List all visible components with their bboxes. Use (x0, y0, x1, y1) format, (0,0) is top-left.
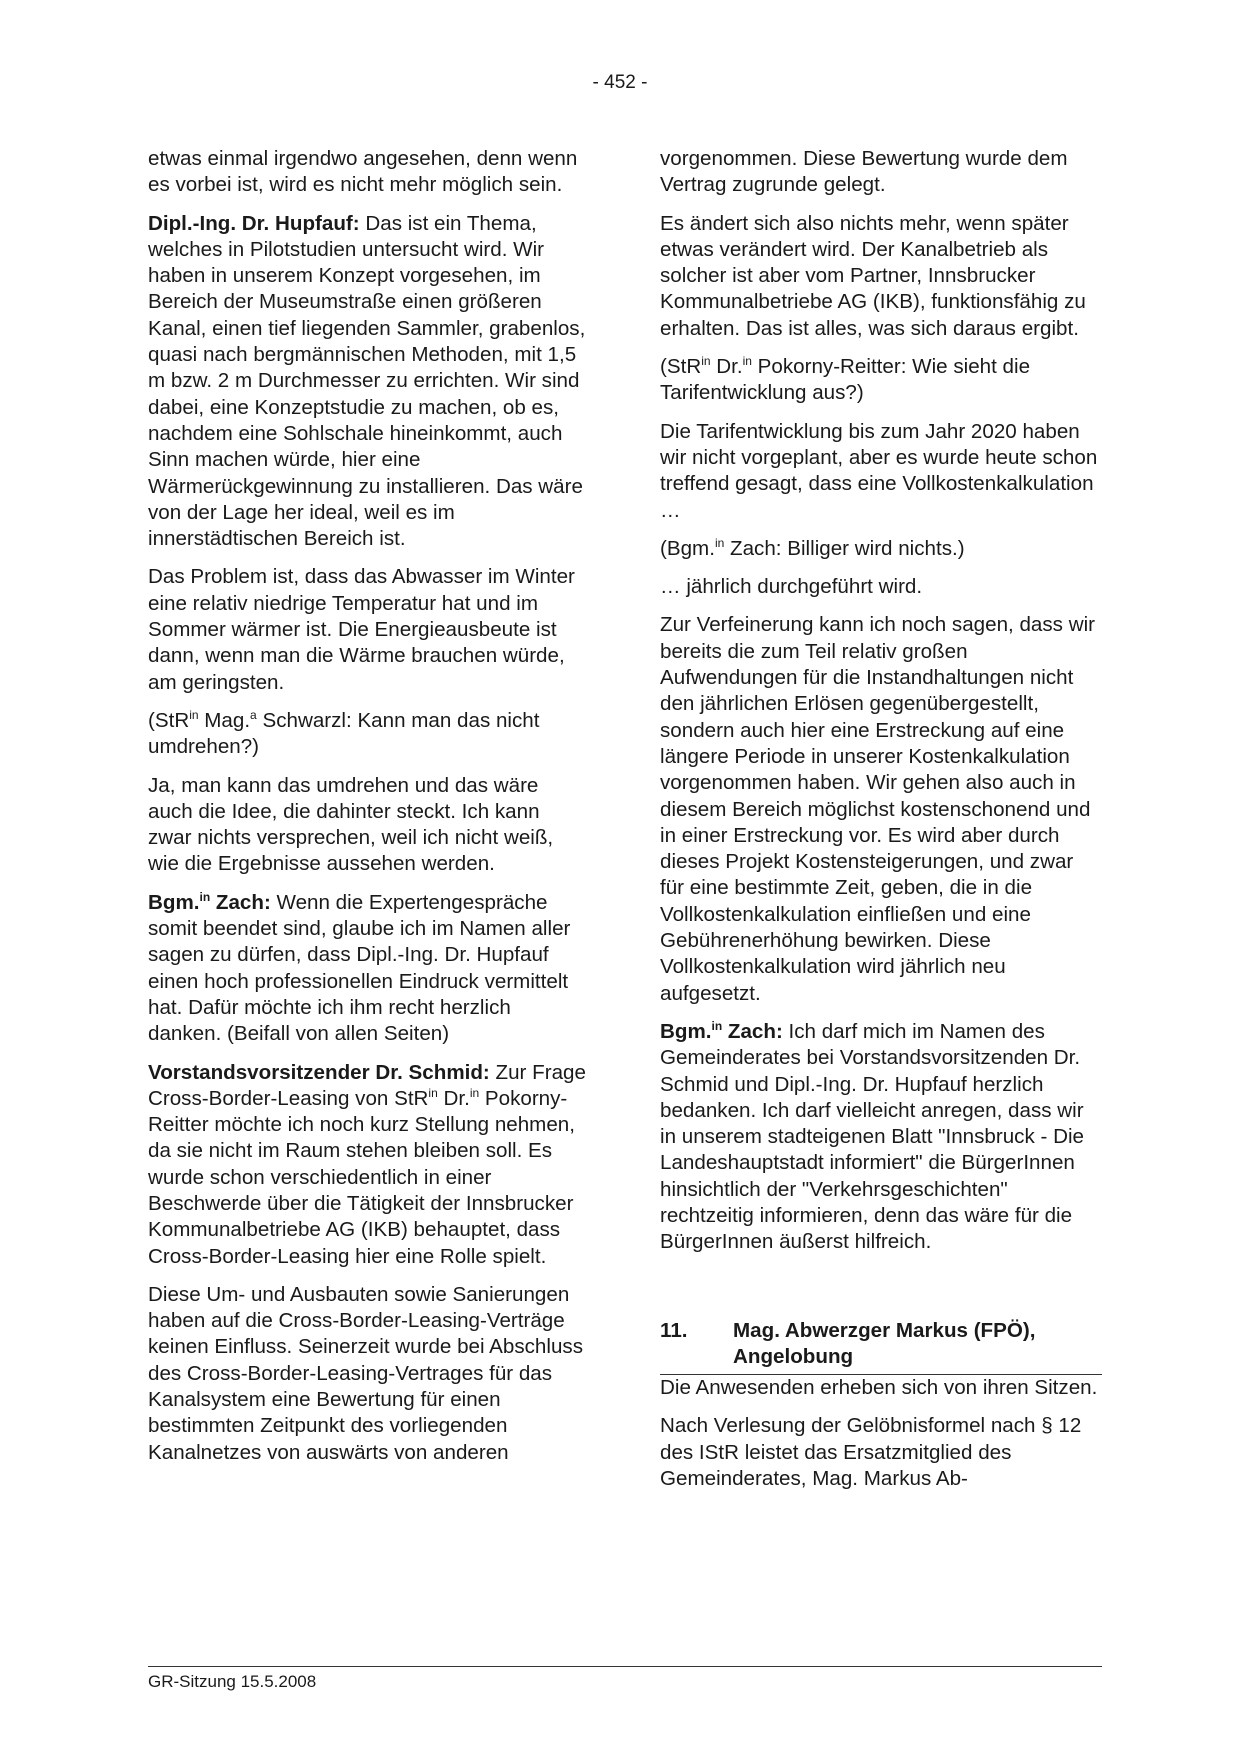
agenda-item-heading (660, 1318, 1102, 1376)
left-column (148, 146, 588, 1466)
paragraph-text: Wenn die Expertengespräche somit beendet sind, glaube ich im Namen aller sagen zu dürfen, dass Dipl.-Ing. Dr. Hupfauf einen hoch professionellen Eindruck vermittelt hat. Dafür möchte ich ihm recht herzlich danken. (Beifall von allen Seiten) (148, 890, 571, 1046)
paragraph: Nach Verlesung der Gelöbnisformel nach § 12 des IStR leistet das Ersatzmitglied des Gemeinderates, Mag. Markus Ab- (660, 1414, 1082, 1491)
speaker-name: Vorstandsvorsitzender Dr. Schmid: (148, 1060, 490, 1084)
superscript: in (714, 536, 725, 550)
speaker-name (148, 891, 271, 914)
text: Bgm. (148, 890, 200, 914)
superscript: in (742, 354, 752, 369)
text: (StR (660, 355, 702, 379)
agenda-item-title-line: Angelobung (733, 1344, 854, 1368)
agenda-item-title-line: Mag. Abwerzger Markus (FPÖ), (733, 1318, 1036, 1342)
text: Zach: (722, 1019, 783, 1043)
interjection (660, 536, 1102, 562)
text: (StR (148, 708, 190, 732)
superscript: in (199, 889, 211, 904)
superscript: in (701, 354, 711, 369)
paragraph: Die Anwesenden erheben sich von ihren Sitzen. (660, 1376, 1098, 1400)
page-footer: GR-Sitzung 15.5.2008 (148, 1672, 317, 1691)
paragraph: Zur Verfeinerung kann ich noch sagen, dass wir bereits die zum Teil relativ großen Aufwendungen für die Instandhaltungen nicht den jährlichen Erlösen gegenübergestellt, sondern auch hier eine Erstreckung auf eine längere Periode in unserer Kostenkalkulation vorgenommen haben. Wir gehen also auch in diesem Bereich möglichst kostenschonend und in einer Erstreckung vor. Es wird aber durch dieses Projekt Kostensteigerungen, und zwar für eine bestimmte Zeit, geben, die in die Vollkostenkalkulation einfließen und eine Gebührenerhöhung bewirken. Diese Vollkostenkalkulation wird jährlich neu aufgesetzt. (660, 613, 1096, 1005)
text: Bgm. (660, 1019, 712, 1043)
interjection (148, 708, 588, 761)
text: (Bgm. (660, 536, 715, 560)
paragraph (148, 1060, 588, 1270)
text: Schwarzl: Kann man das nicht umdrehen?) (148, 708, 540, 759)
superscript: a (250, 708, 257, 723)
speaker-name: Dipl.-Ing. Dr. Hupfauf: (148, 211, 360, 235)
agenda-item-number: 11. (660, 1318, 688, 1342)
text: Pokorny-Reitter: Wie sieht die Tarifentwicklung aus?) (660, 355, 1031, 405)
paragraph: Es ändert sich also nichts mehr, wenn später etwas verändert wird. Der Kanalbetrieb als solcher ist aber vom Partner, Innsbrucker Kommunalbetriebe AG (IKB), funktionsfähig zu erhalten. Das ist alles, was sich daraus ergibt. (660, 211, 1086, 340)
interjection (660, 354, 1102, 407)
paragraph-text: Das ist ein Thema, welches in Pilotstudien untersucht wird. Wir haben in unserem Konzept vorgesehen, im Bereich der Museumstraße einen größeren Kanal, einen tief liegenden Sammler, grabenlos, quasi nach bergmännischen Methoden, mit 1,5 m bzw. 2 m Durchmesser zu errichten. Wir sind dabei, eine Konzeptstudie zu machen, ob es, nachdem eine Sohlschale hineinkommt, auch Sinn machen würde, hier eine Wärmerückgewinnung zu installieren. Das wäre von der Lage her ideal, weil es im innerstädtischen Bereich ist. (148, 211, 586, 551)
right-column (660, 146, 1102, 1492)
paragraph (660, 1019, 1102, 1256)
paragraph: … jährlich durchgeführt wird. (660, 575, 923, 599)
superscript: in (189, 708, 199, 723)
footer-divider (148, 1666, 1102, 1667)
text: Dr. (710, 355, 743, 379)
text: Pokorny-Reitter möchte ich noch kurz Stellung nehmen, da sie nicht im Raum stehen bleiben soll. Es wurde schon verschiedentlich in einer Beschwerde über die Tätigkeit der Innsbrucker Kommunalbetriebe AG (IKB) behauptet, dass Cross-Border-Leasing hier eine Rolle spielt. (148, 1086, 575, 1268)
text: Zach: Billiger wird nichts.) (724, 536, 965, 560)
text: Zur Frage Cross-Border-Leasing von StR (148, 1060, 586, 1110)
paragraph (148, 211, 588, 553)
paragraph-text: Ich darf mich im Namen des Gemeinderates bei Vorstandsvorsitzenden Dr. Schmid und Dipl.-Ing. Dr. Hupfauf herzlich bedanken. Ich darf vielleicht anregen, dass wir in unserem stadteigenen Blatt "Innsbruck - Die Landeshauptstadt informiert" die BürgerInnen hinsichtlich der "Verkehrsgeschichten" rechtzeitig informieren, denn das wäre für die BürgerInnen äußerst hilfreich. (660, 1019, 1084, 1254)
page-number: - 452 - (592, 72, 648, 93)
paragraph: etwas einmal irgendwo angesehen, denn wenn es vorbei ist, wird es nicht mehr möglich sein. (148, 147, 578, 197)
paragraph: Diese Um- und Ausbauten sowie Sanierungen haben auf die Cross-Border-Leasing-Verträge keinen Einfluss. Seinerzeit wurde bei Abschluss des Cross-Border-Leasing-Vertrages für das Kanalsystem eine Bewertung für einen bestimmten Zeitpunkt des vorliegenden Kanalnetzes von auswärts von anderen (148, 1282, 583, 1464)
superscript: in (469, 1085, 480, 1100)
paragraph: Das Problem ist, dass das Abwasser im Winter eine relativ niedrige Temperatur hat und im Sommer wärmer ist. Die Energieausbeute ist dann, wenn man die Wärme brauchen würde, am geringsten. (148, 565, 575, 694)
paragraph (148, 890, 588, 1048)
text: Dr. (437, 1086, 470, 1110)
superscript: in (711, 1019, 723, 1034)
paragraph: Die Tarifentwicklung bis zum Jahr 2020 haben wir nicht vorgeplant, aber es wurde heute schon treffend gesagt, dass eine Vollkostenkalkulation … (660, 419, 1098, 522)
paragraph: vorgenommen. Diese Bewertung wurde dem Vertrag zugrunde gelegt. (660, 147, 1068, 197)
speaker-name (660, 1020, 783, 1043)
paragraph: Ja, man kann das umdrehen und das wäre auch die Idee, die dahinter steckt. Ich kann zwar nichts versprechen, weil ich nicht weiß, wie die Ergebnisse aussehen werden. (148, 773, 554, 876)
text: Zach: (210, 890, 271, 914)
superscript: in (428, 1085, 438, 1100)
text: Mag. (198, 708, 251, 732)
